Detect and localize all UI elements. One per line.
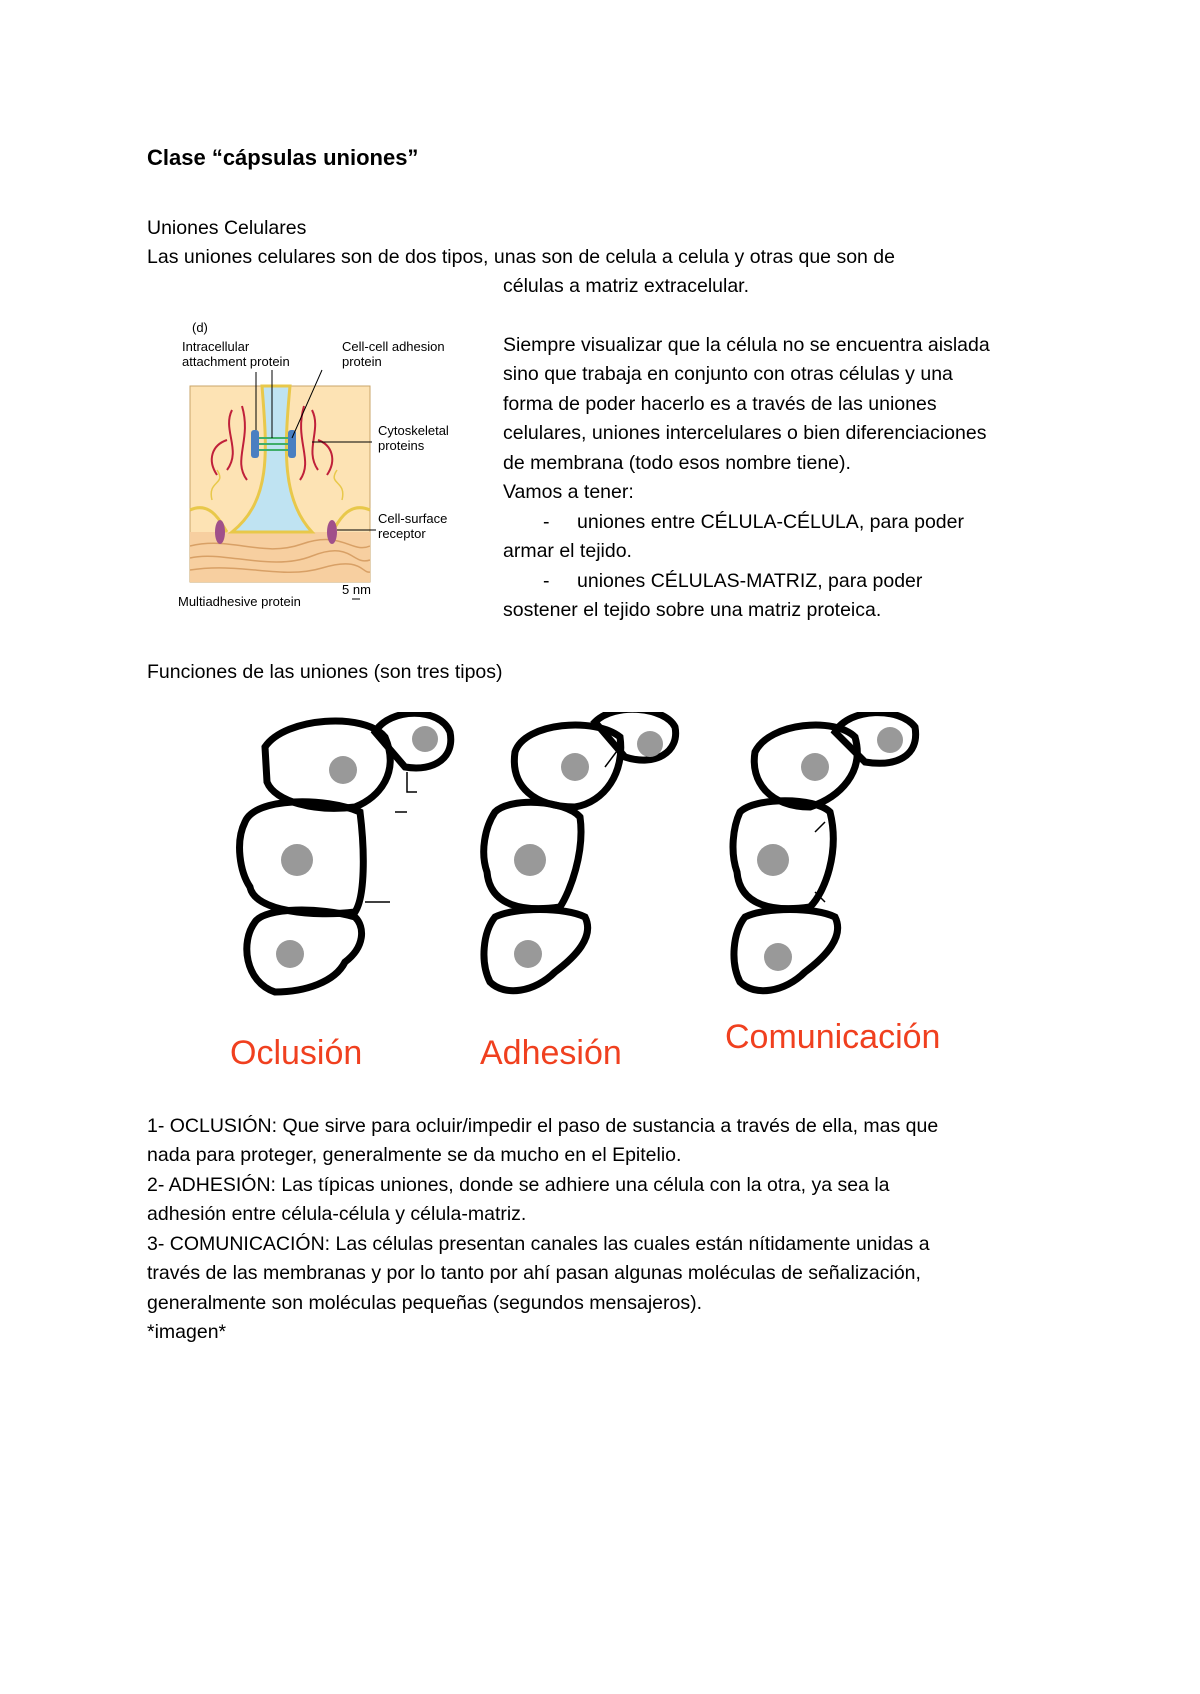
bullet-dash-1: - (543, 511, 550, 533)
bullet-2-line-a: uniones CÉLULAS-MATRIZ, para poder (577, 570, 923, 592)
label-receptor-2: receptor (378, 526, 426, 541)
diagram-drawing (190, 370, 376, 599)
side-line-2: sino que trabaja en conjunto con otras células y una (503, 363, 953, 385)
list-line-6: través de las membranas y por lo tanto por ahí pasan algunas moléculas de señalización, (147, 1262, 921, 1284)
label-cytoskeletal-1: Cytoskeletal (378, 423, 449, 438)
label-intracellular-1: Intracellular (182, 339, 250, 354)
list-line-5: 3- COMUNICACIÓN: Las células presentan canales las cuales están nítidamente unidas a (147, 1233, 930, 1255)
oclusion-nuclei (276, 726, 438, 968)
list-line-4: adhesión entre célula-célula y célula-matriz. (147, 1203, 527, 1225)
label-multiadhesive: Multiadhesive protein (178, 594, 301, 609)
side-line-5: de membrana (todo esos nombre tiene). (503, 452, 851, 474)
label-comunicacion: Comunicación (725, 1018, 941, 1056)
side-line-1: Siempre visualizar que la célula no se encuentra aislada (503, 334, 990, 356)
label-receptor-1: Cell-surface (378, 511, 448, 526)
side-line-3: forma de poder hacerlo es a través de las uniones (503, 393, 937, 415)
list-line-8: *imagen* (147, 1321, 227, 1343)
bullet-1-line-a: uniones entre CÉLULA-CÉLULA, para poder (577, 511, 964, 533)
label-cytoskeletal-2: proteins (378, 438, 425, 453)
intro-line-1: Las uniones celulares son de dos tipos, unas son de celula a celula y otras que son de (147, 246, 895, 268)
label-adhesion-2: protein (342, 354, 382, 369)
bullet-dash-2: - (543, 570, 550, 592)
bullet-1-line-b: armar el tejido. (503, 540, 632, 562)
side-line-4: celulares, uniones intercelulares o bien diferenciaciones (503, 422, 987, 444)
oclusion-cells (240, 713, 451, 992)
section-heading-funciones: Funciones de las uniones (son tres tipos) (147, 661, 503, 683)
section-heading-uniones: Uniones Celulares (147, 217, 307, 239)
adhesion-protein-diagram (172, 310, 492, 618)
list-line-3: 2- ADHESIÓN: Las típicas uniones, donde se adhiere una célula con la otra, ya sea la (147, 1174, 890, 1196)
panel-label: (d) (192, 320, 208, 335)
scale-label: 5 nm (342, 582, 371, 597)
junction-types-diagram (225, 712, 1055, 1084)
label-oclusion: Oclusión (230, 1034, 363, 1072)
list-line-7: generalmente son moléculas pequeñas (segundos mensajeros). (147, 1292, 702, 1314)
intro-line-2: células a matriz extracelular. (503, 275, 750, 297)
page-title: Clase “cápsulas uniones” (147, 145, 419, 170)
label-adhesion-1: Cell-cell adhesion (342, 339, 445, 354)
bullet-2-line-b: sostener el tejido sobre una matriz proteica. (503, 599, 882, 621)
label-intracellular-2: attachment protein (182, 354, 290, 369)
list-line-2: nada para proteger, generalmente se da mucho en el Epitelio. (147, 1144, 682, 1166)
list-line-1: 1- OCLUSIÓN: Que sirve para ocluir/impedir el paso de sustancia a través de ella, mas que (147, 1115, 939, 1137)
label-adhesion: Adhesión (480, 1034, 622, 1072)
side-line-6: Vamos a tener: (503, 481, 634, 503)
